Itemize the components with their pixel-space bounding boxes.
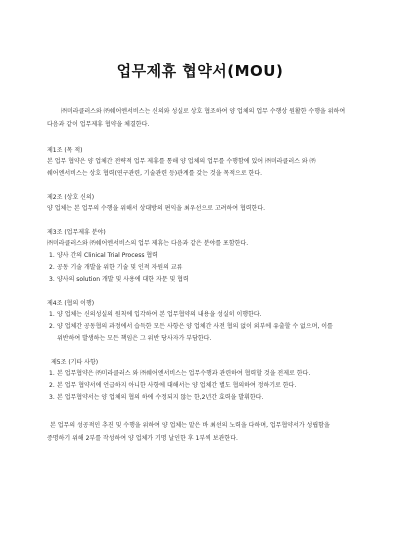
- list-item-text: 공동 기술 개발을 위한 기술 및 인적 자원의 교류: [57, 264, 183, 271]
- article-1-heading: 제1조 (목 적): [47, 147, 83, 154]
- article-3-body: ㈜미라클러스와 ㈜쉐어엔서비스의 업무 제휴는 다음과 같은 분야를 포함한다.: [47, 240, 249, 247]
- article-4: [47, 298, 353, 345]
- article-2: [47, 192, 353, 215]
- article-2-body: 양 업체는 본 업무의 수행을 위해서 상대방의 편익을 최우선으로 고려하여 협력한다.: [47, 205, 266, 212]
- article-4-items: [47, 309, 353, 345]
- article-1: [47, 145, 353, 180]
- list-item-number: 3.: [49, 394, 55, 401]
- article-1-body: 본 업무 협약은 양 업체간 전략적 업무 제휴를 통해 양 업체의 업무를 수행함에 있어 ㈜미라클러스 와 ㈜쉐어엔서비스는 상호 협력(연구관련, 기술관련 등)관계를 갖는 것을 목적으로 한다.: [47, 158, 316, 177]
- list-item: [47, 368, 353, 380]
- article-2-heading: 제2조 (상호 신의): [47, 194, 95, 201]
- list-item: [47, 250, 353, 262]
- list-item-text: 본 업무협약서는 양 업체의 협의 하에 수정되지 않는 한,2년간 효력을 발휘한다.: [57, 394, 264, 401]
- intro-paragraph: ㈜미라클러스와 ㈜쉐어엔서비스는 신의와 성실로 상호 협조하여 양 업체의 업무 수행상 원활한 수행을 위하여 다음과 같이 업무제휴 협약을 체결한다.: [47, 108, 346, 128]
- list-item: [47, 262, 353, 274]
- article-5: [47, 357, 353, 404]
- article-5-items: [47, 368, 353, 404]
- list-item: [47, 321, 353, 345]
- article-3-items: [47, 250, 353, 286]
- list-item-number: 2.: [49, 264, 55, 271]
- document-title: 업무제휴 협약서(MOU): [116, 62, 284, 80]
- list-item-number: 1.: [49, 252, 55, 259]
- list-item-text: 본 업무 협약서에 언급하지 아니한 사항에 대해서는 양 업체간 별도 협의하여 정하기로 한다.: [57, 382, 297, 389]
- list-item-text: 양사 간의 Clinical Trial Process 협력: [57, 252, 158, 259]
- list-item-number: 1.: [49, 311, 55, 318]
- closing-paragraph: 본 업무의 성공적인 추진 및 수행을 위하여 양 업체는 맡은 바 최선의 노력을 다하며, 업무협약서가 성립함을 증명하기 위해 2부를 작성하여 양 업체가 기명 날인한 후 1부씩 보관한다.: [47, 422, 330, 442]
- article-3: [47, 227, 353, 286]
- list-item-text: 양 업체는 신의성실의 원칙에 입각하여 본 업무협약의 내용을 성실히 이행한다.: [57, 311, 262, 318]
- article-5-heading: 제5조 (기타 사항): [51, 359, 99, 366]
- list-item-number: 2.: [49, 323, 55, 330]
- article-3-heading: 제3조 (업무제휴 분야): [47, 229, 106, 236]
- list-item-text: 본 업무협약은 ㈜미라클러스 와 ㈜쉐어엔서비스는 업무수행과 관련하여 협력할 것을 전제로 한다.: [57, 370, 311, 377]
- list-item: [47, 380, 353, 392]
- list-item-number: 2.: [49, 382, 55, 389]
- list-item-number: 1.: [49, 370, 55, 377]
- list-item: [47, 274, 353, 286]
- list-item: [47, 309, 353, 321]
- list-item-text: 양 업체간 공동협의 과정에서 습득한 모든 사항은 양 업체간 사전 협의 없이 외부에 유출할 수 없으며, 이를 위반하여 발생하는 모든 책임은 그 위반 당사자가 부담한다.: [57, 323, 333, 342]
- list-item: [47, 392, 353, 404]
- article-4-heading: 제4조 (협의 이행): [47, 300, 95, 307]
- list-item-text: 양사의 solution 개발 및 사용에 대한 자문 및 협력: [57, 276, 189, 283]
- list-item-number: 3.: [49, 276, 55, 283]
